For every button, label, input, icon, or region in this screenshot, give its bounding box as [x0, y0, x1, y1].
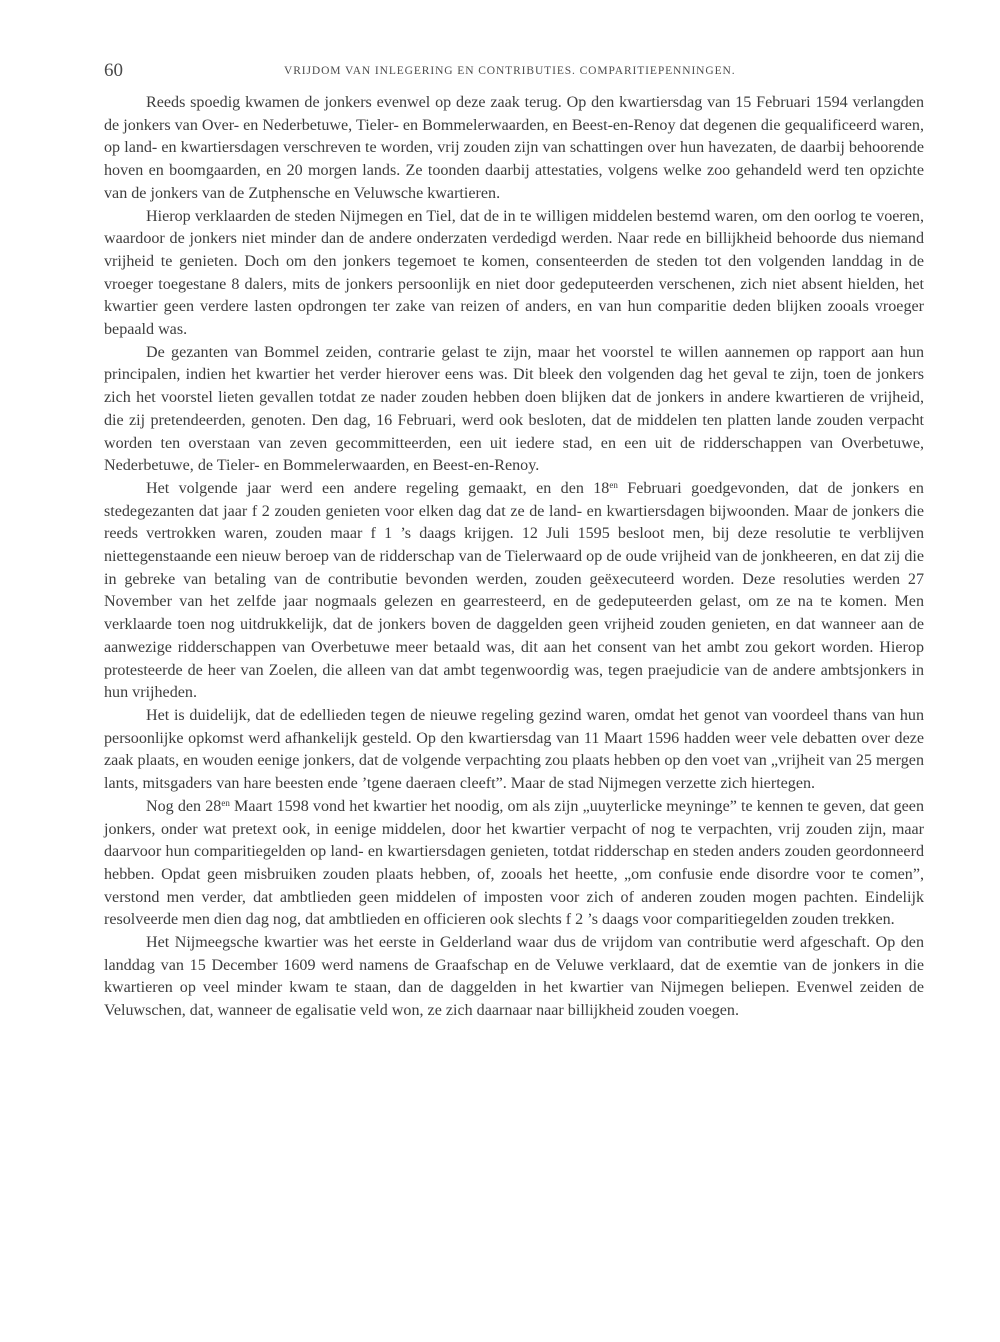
- paragraph-7: Het Nijmeegsche kwartier was het eerste in Gelderland waar dus de vrijdom van contributie werd afgeschaft. Op den landdag van 15 December 1609 werd namens de Graafschap en de Veluwe verklaard, dat de exemtie van de jonkers in die kwartieren op veel minder kwam te staan, dan de daggelden in het kwartier van Nijmegen beliepen. Evenwel zeiden de Veluwschen, dat, wanneer de egalisatie veld won, ze zich daarnaar naar billijkheid zouden voegen.: [104, 934, 924, 1020]
- paragraph-6-start: Nog den 28: [146, 797, 222, 815]
- paragraph-4-start: Het volgende jaar werd een andere regeling gemaakt, en den 18: [146, 479, 610, 497]
- running-head: [104, 60, 864, 84]
- paragraph-4-rest: Februari goedgevonden, dat de jonkers en stedegezanten dat jaar f 2 zouden genieten voor elken dag dat ze de land- en kwartiersdagen bijwoonden. Maar de jonkers die reeds vertrokken waren, zouden maar f 1 ’s daags krijgen. 12 Juli 1595 besloot men, bij deze resolutie te verblijven niettegenstaande een nieuw beroep van de ridderschap van de Tielerwaard op de oude vrijheid van de jonkheeren, en dat zij die in gebreke van betaling van de contributie bevonden werden, zouden geëxecuteerd worden. Deze resoluties werden 27 November van het zelfde jaar nogmaals gelezen en gearresteerd, en de gedeputeerden gelast, om ze na te komen. Men verklaarde toen nog uitdrukkelijk, dat de jonkers boven de daggelden geen vrijheid zouden genieten, en dat wanneer aan de aanwezige ridderschappen van Overbetuwe meer betaald was, dit aan het consent van het ambt zou gekort worden. Hierop protesteerde de heer van Zoelen, die alleen van dat ambt tegenwoordig was, tegen praejudicie van de andere ambtsjonkers in hun vrijheden.: [104, 479, 924, 702]
- ordinal-superscript: en: [609, 479, 618, 490]
- paragraph-2: Hierop verklaarden de steden Nijmegen en Tiel, dat de in te willigen middelen bestemd waren, om den oorlog te voeren, waardoor de jonkers niet minder dan de andere onderzaten verdedigd werden. Naar rede en billijkheid behoorde dus niemand vrijheid te genieten. Doch om den jonkers tegemoet te komen, consenteerden de steden tot den volgenden landdag in de vroeger toegestane 8 dalers, mits de jonkers persoonlijk en niet door gedeputeerden verschenen, zich niet absent hielden, het kwartier geen verdere lasten opdrongen ter zake van reizen of anders, en van hun comparitie deden blijken zooals vroeger bepaald was.: [104, 207, 924, 339]
- running-head-title: VRIJDOM VAN INLEGERING EN CONTRIBUTIES. COMPARITIEPENNINGEN.: [284, 65, 736, 77]
- body-text: [104, 92, 924, 1023]
- paragraph-6: [104, 796, 924, 932]
- paragraph-3: De gezanten van Bommel zeiden, contrarie gelast te zijn, maar het voorstel te willen aannemen op rapport aan hun principalen, indien het kwartier het verder hierover eens was. Dit bleek den volgenden dag het geval te zijn, toen de jonkers zich het voorstel lieten gevallen totdat ze nader zouden hebben doen blijken dat de jonkers in andere kwartieren de vrijheid, die zij pretendeerden, genoten. Den dag, 16 Februari, werd ook besloten, dat de middelen ten platten lande zouden verpacht worden ten overstaan van zeven gecommitteerden, een uit iedere stad, en een uit de ridderschappen van Overbetuwe, Nederbetuwe, de Tieler- en Bommelerwaarden, en Beest-en-Renoy.: [104, 343, 924, 475]
- paragraph-4: [104, 478, 924, 705]
- ordinal-superscript: en: [221, 797, 230, 808]
- paragraph-6-rest: Maart 1598 vond het kwartier het noodig, om als zijn „uuyterlicke meyninge” te kennen te geven, dat geen jonkers, onder wat pretext ook, in eenige middelen, door het kwartier verpacht of nog te verpachten, vrij zouden zijn, maar daarvoor hun comparitiegelden op land- en kwartiersdagen genieten, totdat ridderschap en steden anders zouden geordonneerd hebben. Opdat geen misbruiken zouden plaats hebben, of, zooals het heette, „om confusie ende disordre voor te comen”, verstond men verder, dat ambtlieden geen middelen of imposten voor zich of anderen zouden mogen pachten. Eindelijk resolveerde men dien dag nog, dat ambtlieden en officieren ook slechts f 2 ’s daags voor comparitiegelden zouden trekken.: [104, 797, 924, 929]
- page-number: 60: [104, 60, 123, 81]
- paragraph-5: Het is duidelijk, dat de edellieden tegen de nieuwe regeling gezind waren, omdat het genot van voordeel thans van hun persoonlijke opkomst werd afhankelijk gesteld. Op den kwartiersdag van 11 Maart 1596 hadden weer vele debatten over deze zaak plaats, en wouden eenige jonkers, dat de volgende verpachting zou plaats hebben op den voet van „vrijheit van 25 mergen lants, mitsgaders van hare beesten ende ’tgene daeraen cleeft”. Maar de stad Nijmegen verzette zich hiertegen.: [104, 706, 924, 793]
- paragraph-1: Reeds spoedig kwamen de jonkers evenwel op deze zaak terug. Op den kwartiersdag van 15 Februari 1594 verlangden de jonkers van Over- en Nederbetuwe, Tieler- en Bommelerwaarden, en Beest-en-Renoy dat degenen die gequalificeerd waren, op land- en kwartiersdagen verschreven te worden, vrij zouden zijn van schattingen over hun havezaten, de daarbij behoorende hoven en boomgaarden, en 20 morgen lands. Ze toonden daarbij attestaties, volgens welke zoo gehandeld werd ten opzichte van de jonkers van de Zutphensche en Veluwsche kwartieren.: [104, 94, 924, 202]
